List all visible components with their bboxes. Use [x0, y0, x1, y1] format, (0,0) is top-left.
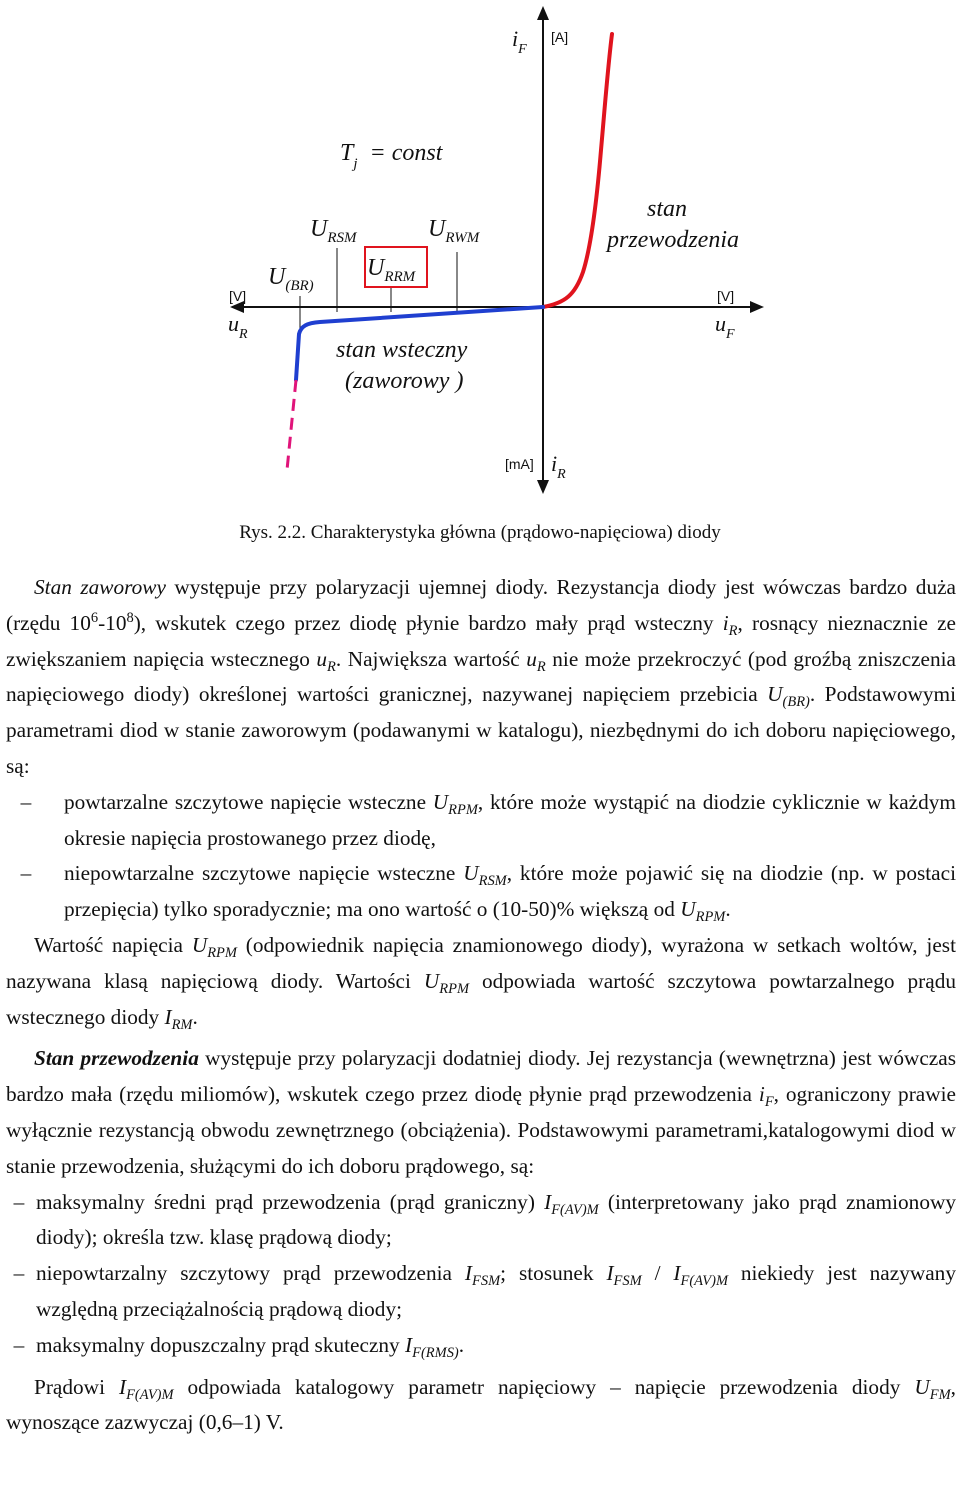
- paragraph-forward-state: Stan przewodzenia występuje przy polaryzacji dodatniej diody. Jej rezystancja (wewnętrzna) jest wówczas bardzo mała (rzędu miliomów), wskutek czego przez diodę płynie prąd przewodzenia $i_F$, ograniczony prawie wyłącznie rezystancją obwodu zewnętrznego (obciążenia). Podstawowymi parametrami,katalogowymi diod w stanie przewodzenia, służącymi do ich doboru prądowego, są:: [6, 1046, 956, 1178]
- figure-caption: Rys. 2.2. Charakterystyka główna (prądowo-napięciowa) diody: [239, 522, 721, 543]
- x-axis-negative-variable: $u_R$: [228, 311, 248, 342]
- urwm-label: $U_{RWM}$: [428, 216, 480, 246]
- forward-state-label: stan przewodzenia: [607, 196, 739, 253]
- forward-characteristic-curve: [543, 34, 612, 307]
- paragraph-voltage-class: Wartość napięcia $U_{RPM}$ (odpowiednik napięcia znamionowego diody), wyrażona w setkach woltów, jest nazywana klasą napięciową diody. Wartości $U_{RPM}$ odpowiada wartość szczytowa powtarzalnego prądu wstecznego diody $I_{RM}$.: [6, 932, 956, 1033]
- reverse-state-label: stan wsteczny (zaworowy ): [336, 337, 468, 394]
- list-item: – niepowtarzalny szczytowy prąd przewodzenia $I_{FSM}$; stosunek $I_{FSM} / I_{F(AV)M}$ niekiedy jest nazywany względną przeciążalnością prądową diody;: [13, 1261, 956, 1321]
- ubr-label: $U_{(BR)}$: [268, 264, 314, 294]
- x-axis-positive-variable: $u_F$: [715, 311, 735, 342]
- paragraph-forward-voltage: Prądowi $I_{F(AV)M}$ odpowiada katalogowy parametr napięciowy – napięcie przewodzenia diody $U_{FM}$, wynoszące zazwyczaj (0,6–1) V.: [6, 1374, 956, 1435]
- breakdown-characteristic-dashed: [287, 380, 296, 470]
- temperature-condition-label: $T_j$ = const: [340, 140, 443, 172]
- list-item: – niepowtarzalne szczytowe napięcie wsteczne $U_{RSM}$, które może pojawić się na diodzie (np. w postaci przepięcia) tylko sporadycznie; ma ono wartość o (10-50)% większą od $U_{RPM}$.: [20, 861, 956, 926]
- y-axis-negative-unit: [mA]: [505, 456, 534, 472]
- urrm-label: $U_{RRM}$: [367, 255, 416, 285]
- term-reverse-state: Stan zaworowy: [34, 575, 166, 599]
- body-text: [6, 570, 956, 1441]
- list-item: – powtarzalne szczytowe napięcie wsteczne $U_{RPM}$, które może wystąpić na diodzie cyklicznie w każdym okresie napięcia prostowanego przez diodę,: [20, 789, 956, 850]
- y-axis-positive-unit: [A]: [551, 29, 569, 45]
- term-forward-state: Stan przewodzenia: [34, 1046, 199, 1071]
- forward-parameters-list: [6, 1185, 956, 1364]
- paragraph-reverse-state: Stan zaworowy występuje przy polaryzacji ujemnej diody. Rezystancja diody jest wówczas bardzo duża (rzędu $10^6-10^8$), wskutek czego przez diodę płynie bardzo mały prąd wsteczny $i_R$, rosnący nieznacznie ze zwiększaniem napięcia wstecznego $u_R$. Największa wartość $u_R$ nie może przekroczyć (pod groźbą zniszczenia napięciowego diody) określonej wartości granicznej, nazywanej napięciem przebicia $U_{(BR)}$. Podstawowymi parametrami diod w stanie zaworowym (podawanymi w katalogu), niezbędnymi do ich doboru napięciowego, są:: [6, 575, 956, 778]
- list-item: – maksymalny średni prąd przewodzenia (prąd graniczny) $I_{F(AV)M}$ (interpretowany jako prąd znamionowy diody); określa tzw. klasę prądową diody;: [13, 1189, 956, 1250]
- y-axis-negative-variable: $i_R$: [551, 451, 566, 482]
- x-axis-positive-unit: [V]: [717, 288, 735, 304]
- x-axis-negative-unit: [V]: [229, 288, 247, 304]
- y-axis-positive-variable: $i_F$: [512, 26, 527, 57]
- y-axis-arrow-up: [537, 6, 549, 20]
- diode-iv-characteristic-diagram: [0, 0, 960, 520]
- list-item: – maksymalny dopuszczalny prąd skuteczny $I_{F(RMS)}$.: [13, 1332, 465, 1361]
- y-axis-arrow-down: [537, 480, 549, 494]
- x-axis-arrow-right: [750, 301, 764, 313]
- ursm-label: $U_{RSM}$: [310, 216, 357, 246]
- reverse-parameters-list: [6, 785, 956, 928]
